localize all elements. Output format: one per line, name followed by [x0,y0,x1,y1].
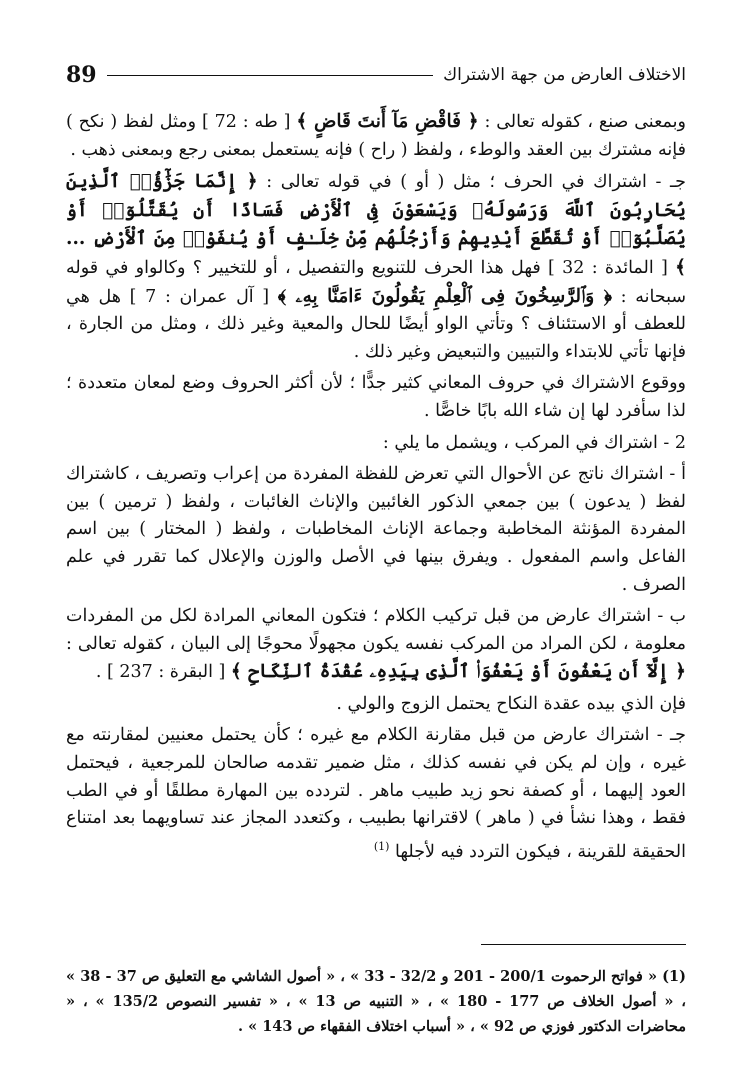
paragraph-6 [66,603,686,687]
quran-verse-2: ﴿ إِنَّمَا جَزَٰٓؤُا۟ ٱلَّذِينَ يُحَارِبُونَ ٱللَّهَ وَرَسُولَهُۥ وَيَسْعَوْنَ فِى ٱلْأَرْضِ فَسَادًا أَن يُقَتَّلُوٓا۟ أَوْ يُصَلَّبُوٓا۟ أَوْ تُقَطَّعَ أَيْدِيهِمْ وَأَرْجُلُهُم مِّنْ خِلَـٰفٍ أَوْ يُنفَوْا۟ مِنَ ٱلْأَرْضِ ... ﴾ [66,171,686,278]
paragraph-1 [66,108,686,164]
footnote-1: (1) « فواتح الرحموت 200/1 - 201 و 32/2 - 33 » ، « أصول الشاشي مع التعليق ص 37 - 38 » ، « أصول الخلاف ص 177 - 180 » ، « التنبيه ص 13 » ، « تفسير النصوص 135/2 » ، « محاضرات الدكتور فوزي ص 92 » ، « أسباب اختلاف الفقهاء ص 143 » . [66,968,686,1035]
p1-text: وبمعنى صنع ، كقوله تعالى : [484,112,686,132]
paragraph-3: ووقوع الاشتراك في حروف المعاني كثير جدًّا ؛ لأن أكثر الحروف وضع لمعان متعددة ؛ لذا سأفرد لها إن شاء الله بابًا خاصًّا . [66,373,686,421]
verse-ref-3: [ آل عمران : 7 ] [129,286,270,307]
quran-verse-3: ﴿ وَٱلرَّٰسِخُونَ فِى ٱلْعِلْمِ يَقُولُونَ ءَامَنَّا بِهِۦ ﴾ [277,285,612,307]
running-header [66,60,686,90]
p6-text: ب - اشتراك عارض من قبل تركيب الكلام ؛ فتكون المعاني المرادة لكل من المفردات معلومة ، لكن المراد من المركب نفسه يكون مجهولًا محوجًا إلى البيان ، كقوله تعالى : [66,606,686,654]
header-rule [107,75,433,76]
footnote-separator [481,944,686,945]
p2-text-c: هل هي للعطف أو الاستئناف ؟ وتأتي الواو أيضًا للحال والمعية وغير ذلك ، ومثل من الجارة ، فإنها تأتي للابتداء والتبيين والتبعيض وغير ذلك . [66,286,686,362]
p2-text: جـ - اشتراك في الحرف ؛ مثل ( أو ) في قوله تعالى : [266,172,686,193]
paragraph-2 [66,168,686,366]
p8-text: جـ - اشتراك عارض من قبل مقارنة الكلام مع غيره ؛ كأن يحتمل معنيين لمقارنته مع غيره ، وإن لم يكن في نفسه كذلك ، مثل ضمير تقدمه صالحان للمرجعية ، فيحتمل العود إليهما ، أو كصفة نحو زيد طبيب ماهر . لتردده بين المهارة مطلقًا أو في الطب فقط ، وهذا نشأ في ( ماهر ) لاقترانها بطبيب ، وكتعدد المجاز عند تساويهما بعد امتناع الحقيقة للقرينة ، فيكون التردد فيه لأجلها [66,725,686,862]
page-number: 89 [66,62,97,88]
p2-text-b: فهل هذا الحرف للتنويع والتفصيل ، أو للتخيير ؟ وكالواو في قوله سبحانه : [66,257,687,307]
verse-ref-4: [ البقرة : 237 ] . [95,662,226,683]
footnote-marker: (1) [373,839,390,853]
paragraph-4: 2 - اشتراك في المركب ، ويشمل ما يلي : [382,432,686,453]
verse-ref-2: [ المائدة : 32 ] [548,257,668,278]
paragraph-7: فإن الذي بيده عقدة النكاح يحتمل الزوج والولي . [336,693,686,714]
paragraph-5: أ - اشتراك ناتج عن الأحوال التي تعرض للفظة المفردة من إعراب وتصريف ، كاشتراك لفظ ( يدعون ) بين جمعي الذكور الغائبين والإناث الغائبات ، ولفظ ( ترمين ) بين المفردة المؤنثة المخاطبة وجماعة الإناث المخاطبات ، ولفظ ( المختار ) بين اسم الفاعل واسم المفعول . ويفرق بينها في الأصل والوزن والإعلال كما تقرر في علم الصرف . [66,464,686,595]
verse-ref-1: [ طه : 72 ] [201,112,291,132]
header-title: الاختلاف العارض من جهة الاشتراك [443,65,686,85]
footnotes [66,964,686,1039]
paragraph-8 [66,722,686,866]
body-text [66,108,686,866]
quran-verse-1: ﴿ فَاقْضِ مَآ أَنتَ قَاضٍ ﴾ [296,111,479,132]
p1-text-b: ومثل لفظ ( نكح ) فإنه مشترك بين العقد والوطء ، ولفظ ( راح ) فإنه يستعمل بمعنى رجع وبمعنى ذهب . [66,112,686,160]
quran-verse-4: ﴿ إِلَّآ أَن يَعْفُونَ أَوْ يَعْفُوَا۟ ٱلَّذِى بِيَدِهِۦ عُقْدَةُ ٱلنِّكَاحِ ﴾ [230,661,686,683]
